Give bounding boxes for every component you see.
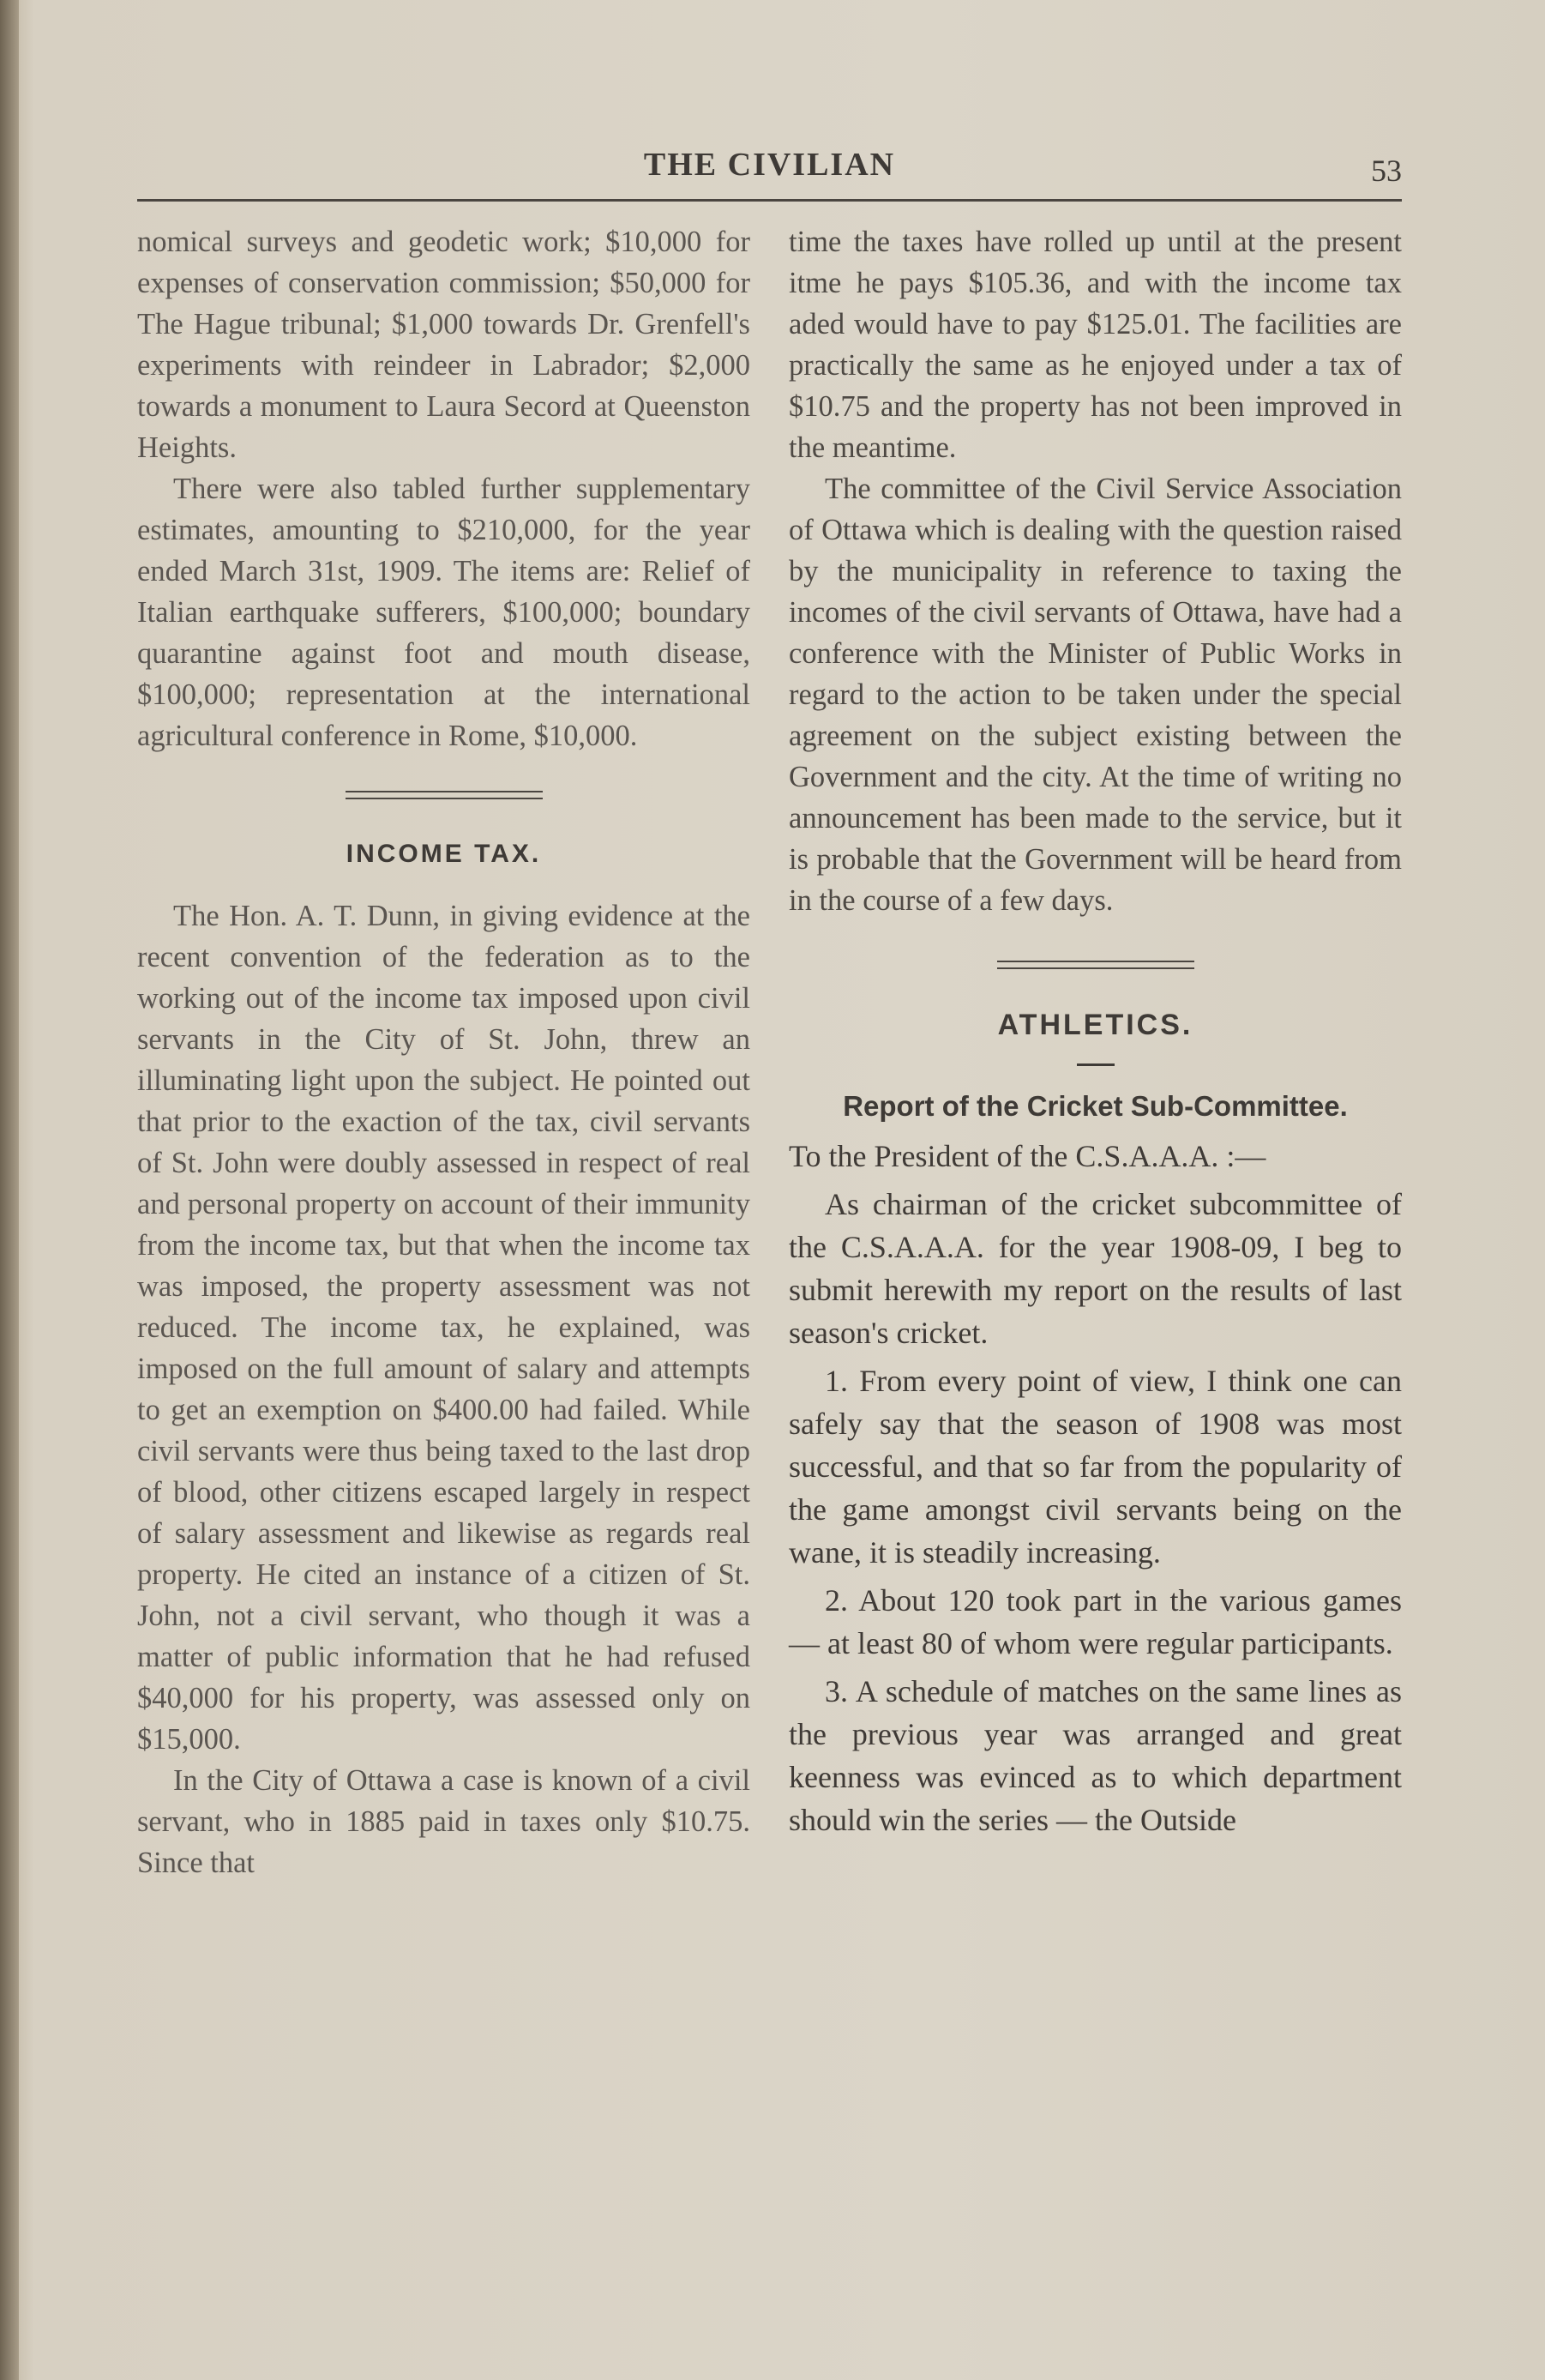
report-item-2: 2. About 120 took part in the various games — at least 80 of whom were regular participants. [789, 1583, 1402, 1660]
page-number: 53 [1371, 154, 1402, 188]
estimates-paragraph-continued: nomical surveys and geodetic work; $10,000 for expenses of conservation commission; $50,000 for The Hague tribunal; $1,000 towards Dr. Grenfell's experiments with reindeer in Labrador; $2,000 towards a monument to Laura Secord at Queenston Heights. [137, 226, 750, 464]
right-column [789, 221, 1402, 1847]
running-title: THE CIVILIAN [643, 147, 896, 183]
heading-dash [1077, 1063, 1115, 1066]
left-column [137, 221, 750, 1883]
book-spine-shadow [0, 0, 19, 2380]
report-item-3: 3. A schedule of matches on the same lines as the previous year was arranged and great keenness was evinced as to which department should win the series — the Outside [789, 1674, 1402, 1837]
report-item-1: 1. From every point of view, I think one can safely say that the season of 1908 was most successful, and that so far from the popularity of the game amongst civil servants being on the wane, it is steadily increasing. [789, 1364, 1402, 1570]
income-tax-heading: INCOME TAX. [346, 840, 542, 868]
committee-paragraph: The committee of the Civil Service Association of Ottawa which is dealing with the question raised by the municipality in reference to taxing the incomes of the civil servants of Ottawa, have had a conference with the Minister of Public Works in regard to the action to be taken under the special agreement on the subject existing between the Government and the city. At the time of writing no announcement has been made to the service, but it is probable that the Government will be heard from in the course of a few days. [789, 473, 1402, 917]
section-divider [997, 961, 1194, 969]
cricket-report-subheading: Report of the Cricket Sub-Committee. [843, 1090, 1348, 1122]
ottawa-tax-paragraph: In the City of Ottawa a case is known of a civil servant, who in 1885 paid in taxes only $10.75. Since that [137, 1764, 750, 1879]
header-rule [137, 199, 1402, 202]
athletics-heading: ATHLETICS. [997, 1009, 1193, 1041]
cricket-report-body [789, 1135, 1402, 1841]
report-intro-paragraph: As chairman of the cricket subcommittee of the C.S.A.A.A. for the year 1908-09, I beg to submit herewith my report on the results of last season's cricket. [789, 1187, 1402, 1350]
report-salutation: To the President of the C.S.A.A.A. :— [789, 1139, 1266, 1173]
section-divider [346, 791, 543, 799]
ottawa-tax-paragraph-continued: time the taxes have rolled up until at the present itme he pays $105.36, and with the income tax aded would have to pay $125.01. The facilities are practically the same as he enjoyed under a tax of $10.75 and the property has not been improved in the meantime. [789, 226, 1402, 464]
supplementary-estimates-paragraph: There were also tabled further supplementary estimates, amounting to $210,000, for the year ended March 31st, 1909. The items are: Relief of Italian earthquake sufferers, $100,000; boundary quarantine against foot and mouth disease, $100,000; representation at the international agricultural conference in Rome, $10,000. [137, 473, 750, 752]
page-header [137, 146, 1402, 189]
st-john-tax-paragraph: The Hon. A. T. Dunn, in giving evidence at the recent convention of the federation as to the working out of the income tax imposed upon civil servants in the City of St. John, threw an illuminating light upon the subject. He pointed out that prior to the exaction of the tax, civil servants of St. John were doubly assessed in respect of real and personal property on account of their immunity from the income tax, but that when the income tax was imposed, the property assessment was not reduced. The income tax, he explained, was imposed on the full amount of salary and attempts to get an exemption on $400.00 had failed. While civil servants were thus being taxed to the last drop of blood, other citizens escaped largely in respect of salary assessment and likewise as regards real property. He cited an instance of a citizen of St. John, not a civil servant, who though it was a matter of public information that he had refused $40,000 for his property, was assessed only on $15,000. [137, 900, 750, 1756]
